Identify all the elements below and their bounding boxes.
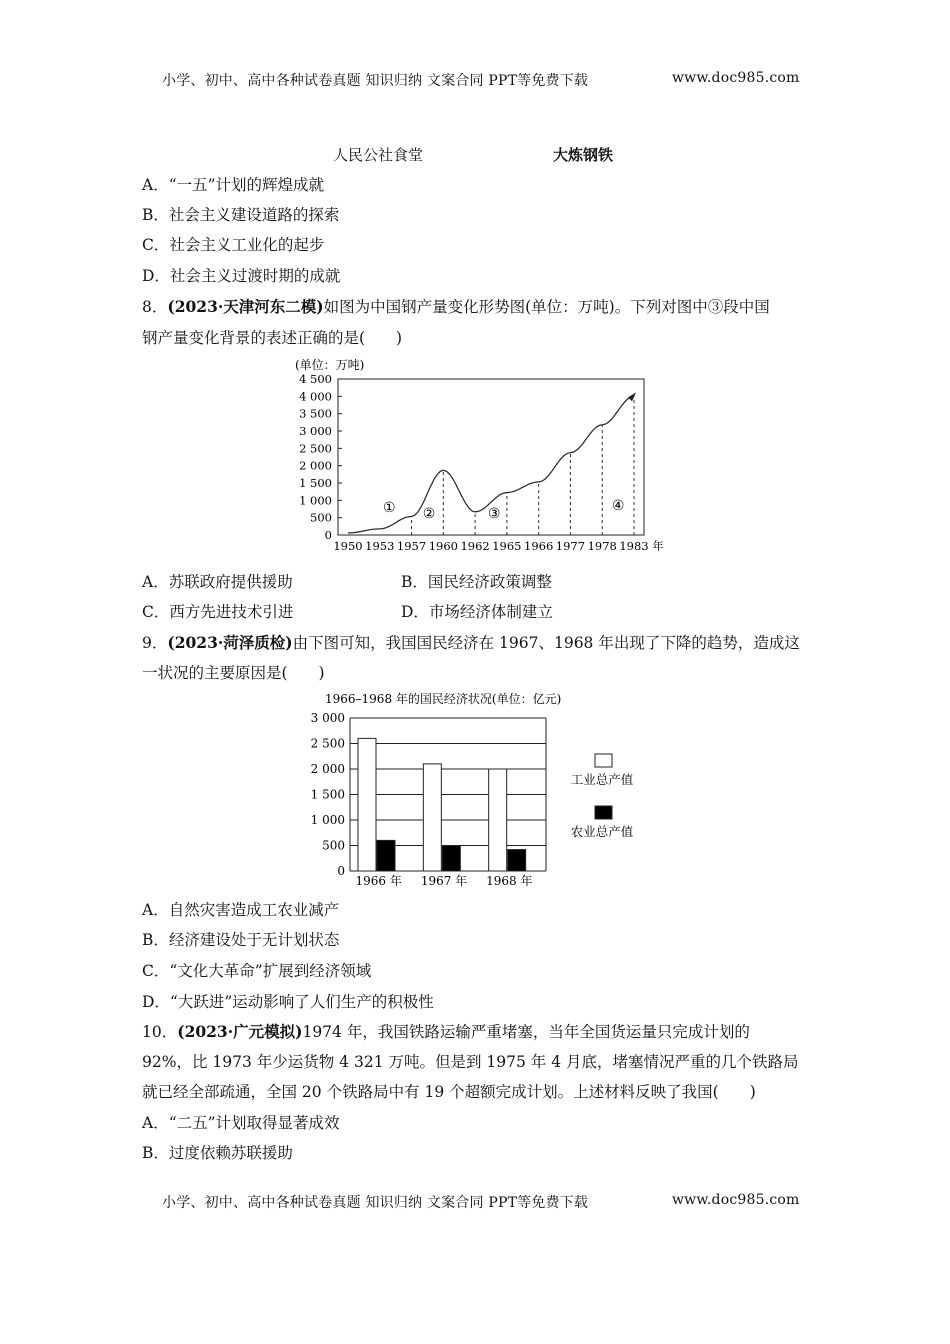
- q10-option-b[interactable]: B．过度依赖苏联援助: [142, 1144, 293, 1162]
- chart1-x-tick-label: 1950: [333, 539, 363, 553]
- q7-option-a[interactable]: A．“一五”计划的辉煌成就: [142, 176, 325, 194]
- chart2-bar-industry: [358, 738, 376, 871]
- q7-option-c[interactable]: C．社会主义工业化的起步: [142, 236, 325, 254]
- chart2-legend-label: 工业总产值: [570, 772, 634, 787]
- chart2-y-tick-label: 0: [337, 864, 345, 878]
- chart2-y-tick-label: 3 000: [310, 711, 345, 725]
- q8-stem-line2: 钢产量变化背景的表述正确的是( ): [142, 329, 403, 347]
- q9-source: (2023·菏泽质检): [167, 633, 293, 652]
- chart2-bar-agriculture: [508, 850, 526, 871]
- footer-url[interactable]: www.doc985.com: [672, 1192, 800, 1208]
- chart1-x-tick-label: 1966: [524, 539, 554, 553]
- header-text: 小学、初中、高中各种试卷真题 知识归纳 文案合同 PPT等免费下载: [162, 73, 589, 89]
- q8-stem: 如图为中国钢产量变化形势图(单位：万吨)。下列对图中③段中国: [323, 298, 770, 316]
- image-caption-canteen: 人民公社食堂: [333, 146, 424, 164]
- chart2-x-tick-label: 1966 年: [355, 874, 402, 888]
- chart2-bar-industry: [489, 769, 507, 871]
- chart1-y-tick-label: 2 000: [299, 458, 332, 473]
- header-url[interactable]: www.doc985.com: [672, 70, 800, 86]
- q9-number: 9．: [142, 634, 168, 652]
- q8-option-d[interactable]: D．市场经济体制建立: [401, 603, 553, 621]
- q10-stem-line3: 就已经全部疏通，全国 20 个铁路局中有 19 个超额完成计划。上述材料反映了我国( ): [142, 1083, 756, 1101]
- chart2-y-tick-label: 2 000: [310, 762, 345, 776]
- chart1-x-tick-label: 1953: [365, 539, 395, 553]
- chart1-y-tick-label: 3 500: [299, 406, 332, 421]
- q9-stem: 由下图可知，我国国民经济在 1967、1968 年出现了下降的趋势，造成这: [292, 634, 800, 652]
- chart1-x-tick-label: 1977: [555, 539, 586, 553]
- chart1-x-tick-label: 1960: [428, 539, 458, 553]
- chart1-y-tick-label: 500: [310, 510, 332, 525]
- chart1-segment-label: ④: [611, 498, 625, 514]
- chart1-unit-label: (单位：万吨): [295, 358, 365, 372]
- chart1-x-tick-label: 1965: [492, 539, 522, 553]
- q8-option-a[interactable]: A．苏联政府提供援助: [142, 573, 293, 591]
- q7-option-b[interactable]: B．社会主义建设道路的探索: [142, 206, 340, 224]
- q10-option-a[interactable]: A．“二五”计划取得显著成效: [142, 1114, 340, 1132]
- chart2-legend-label: 农业总产值: [570, 824, 634, 839]
- image-caption-steel: 大炼钢铁: [553, 146, 614, 164]
- q9-option-d[interactable]: D．“大跃进”运动影响了人们生产的积极性: [142, 993, 434, 1011]
- chart1-y-tick-label: 3 000: [299, 424, 332, 438]
- chart1-y-tick-label: 2 500: [299, 441, 332, 456]
- q9-option-c[interactable]: C．“文化大革命”扩展到经济领域: [142, 962, 372, 980]
- chart2-y-tick-label: 500: [322, 838, 345, 853]
- chart1-segment-label: ③: [487, 506, 501, 522]
- q10-stem: 1974 年，我国铁路运输严重堵塞，当年全国货运量只完成计划的: [302, 1023, 750, 1041]
- chart1-y-tick-label: 1 500: [299, 476, 332, 490]
- q8-option-b[interactable]: B．国民经济政策调整: [401, 573, 552, 591]
- q8-source: (2023·天津河东二模): [167, 297, 324, 316]
- chart1-x-tick-label: 1957: [396, 539, 427, 553]
- chart2-x-tick-label: 1967 年: [420, 874, 468, 888]
- chart1-x-tick-label: 1962: [460, 539, 490, 553]
- q7-option-d[interactable]: D．社会主义过渡时期的成就: [142, 267, 341, 285]
- q9-option-b[interactable]: B．经济建设处于无计划状态: [142, 931, 340, 949]
- chart1-y-tick-label: 1 000: [299, 493, 332, 508]
- footer-text: 小学、初中、高中各种试卷真题 知识归纳 文案合同 PPT等免费下载: [162, 1195, 589, 1211]
- chart1-x-tick-label: 1983: [619, 539, 649, 553]
- chart1-y-tick-label: 4 500: [299, 372, 332, 386]
- chart2-legend-swatch: [595, 806, 612, 819]
- q8-option-c[interactable]: C．西方先进技术引进: [142, 603, 294, 621]
- q9-option-a[interactable]: A．自然灾害造成工农业减产: [142, 901, 340, 919]
- chart2-y-tick-label: 1 000: [310, 813, 345, 827]
- chart1-segment-label: ①: [383, 500, 396, 516]
- chart2-title: 1966–1968 年的国民经济状况(单位：亿元): [325, 692, 562, 706]
- q9-stem-line1: [142, 631, 800, 653]
- q10-number: 10．: [142, 1023, 178, 1041]
- chart2-bar-industry: [423, 764, 441, 871]
- chart1-y-tick-label: 0: [324, 528, 332, 542]
- chart2-bar-agriculture: [442, 846, 460, 872]
- q10-stem-line1: [142, 1020, 750, 1042]
- chart2-y-tick-label: 1 500: [310, 787, 345, 802]
- chart2-y-tick-label: 2 500: [310, 736, 345, 751]
- chart2-bar-agriculture: [377, 840, 395, 871]
- chart1-y-tick-label: 4 000: [299, 389, 332, 404]
- q10-stem-line2: 92%，比 1973 年少运货物 4 321 万吨。但是到 1975 年 4 月底，堵塞情况严重的几个铁路局: [142, 1053, 799, 1071]
- steel-output-chart: [285, 352, 665, 562]
- chart1-segment-label: ②: [422, 506, 436, 522]
- chart1-x-unit: 年: [652, 539, 664, 553]
- q10-source: (2023·广元模拟): [177, 1022, 303, 1041]
- chart2-legend-swatch: [595, 754, 612, 767]
- economy-bar-chart: [305, 688, 665, 893]
- chart2-x-tick-label: 1968 年: [486, 874, 533, 888]
- chart1-x-tick-label: 1978: [587, 539, 617, 553]
- q8-number: 8．: [142, 298, 168, 316]
- chart1-arrowhead: [628, 392, 636, 401]
- q9-stem-line2: 一状况的主要原因是( ): [142, 664, 325, 682]
- q8-stem-line1: [142, 295, 770, 317]
